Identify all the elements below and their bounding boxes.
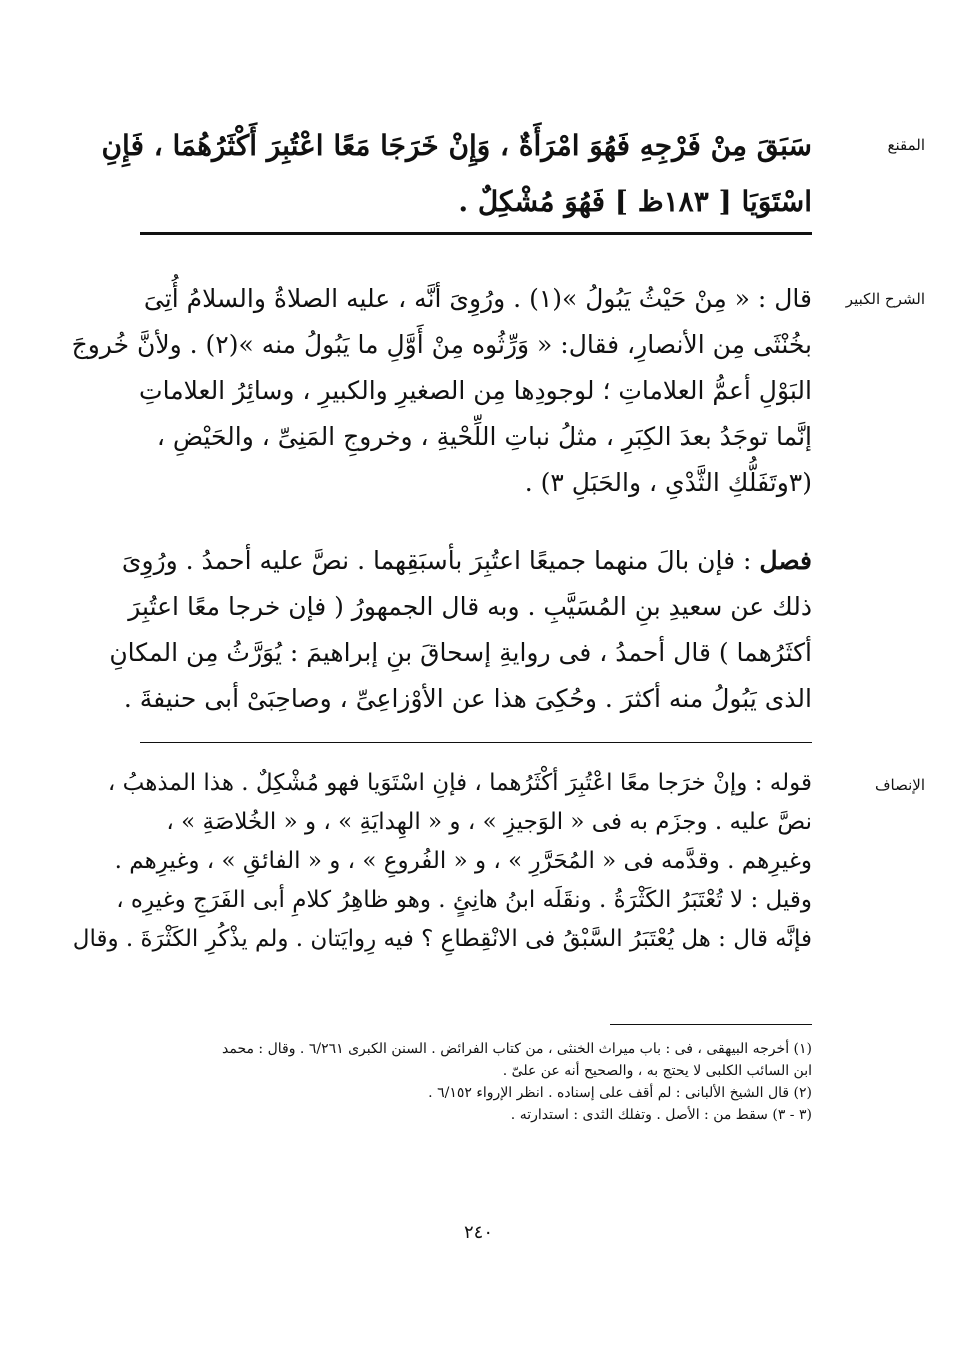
fasl-text [109, 538, 812, 722]
insaf-line-3: وغيرِهم . وقدَّمه فى « المُحَرَّرِ » ، و « الفُروعِ » ، و « الفائقِ » ، وغيرِهم . [114, 848, 812, 874]
sharh-label: الشرح الكبير [845, 290, 925, 308]
muqni-line-2: اسْتَوَيَا [ ١٨٣ظ ] فَهُوَ مُشْكِلٌ . [458, 185, 812, 218]
page-number: ٢٤٠ [463, 1222, 493, 1243]
fasl-line-1 [121, 538, 812, 584]
sharh-line-5: (٣وتَفَلُّكِ الثَّدْىِ ، والحَبَلِ ٣) . [524, 468, 812, 497]
insaf-line-4: وقيل : لا تُعْتَبَرُ الكَثْرَةُ . ونقَلَه ابنُ هانِئٍ . وهو ظاهِرُ كلامِ أبى الفَرَجِ وغيرِه ، [116, 887, 812, 913]
muqni-line-1: سَبَقَ مِنْ فَرْجِهِ فَهُوَ امْرَأَةٌ ، وَإِنْ خَرَجَا مَعًا اعْتُبِرَ أَكْثَرُهُمَا ، فَإِنِ [101, 129, 812, 162]
fasl-line-4: الذى يَبُولُ منه أكثرَ . وحُكِىَ هذا عن الأوْزاعِىِّ ، وصاحِبَىْ أبى حنيفةَ . [123, 684, 812, 713]
fasl-line-2: ذلك عن سعيدِ بنِ المُسَيَّبِ . وبه قال الجمهورُ ( فإن خرجا معًا اعتُبِرَ [128, 592, 812, 621]
insaf-label: الإنصاف [874, 776, 925, 794]
fasl-line-1-text: : فإن بالَ منهما جميعًا اعتُبِرَ بأسبَقِهما . نصَّ عليه أحمدُ . ورُوِىَ [121, 546, 752, 575]
insaf-line-2: نصَّ عليه . وجزَم به فى « الوَجيزِ » ، و « الهِدايَةِ » ، و « الخُلاصَةِ » ، [166, 809, 812, 835]
muqni-text [101, 118, 812, 230]
footnote-2: (٢) قال الشيخ الألبانى : لم أقف على إسناده . انظر الإرواء ٦/١٥٢ . [428, 1085, 812, 1101]
sharh-line-1: قال : « مِنْ حَيْثُ يَبُولُ »(١) . ورُوِىَ أنَّه ، عليه الصلاةُ والسلامُ أُتِىَ [143, 284, 812, 313]
sharh-line-4: إنَّما توجَدُ بعدَ الكِبَرِ ، مثلُ نباتِ اللِّحْيةِ ، وخروجِ المَنِىِّ ، والحَيْضِ ، [156, 422, 812, 451]
footnotes [140, 1038, 812, 1126]
footnote-3: (٣ - ٣) سقط من : الأصل . وتفلك الثدى : استدارته . [510, 1107, 812, 1123]
sharh-line-2: بخُنْثَى مِن الأنصارِ، فقال: « وَرِّثُوه مِنْ أَوَّلِ ما يَبُولُ منه »(٢) . ولأنَّ خُروجَ [71, 330, 812, 359]
sharh-text [71, 276, 812, 506]
insaf-line-1: قوله : وإنْ خرَجا معًا اعْتُبِرَ أكْثَرُهما ، فإنِ اسْتَوَيا فهو مُشْكِلٌ . هذا المذهبُ ، [107, 770, 812, 796]
footnote-1: (١) أخرجه البيهقى ، فى : باب ميراث الخنثى ، من كتاب الفرائض . السنن الكبرى ٦/٢٦١ . وقال : محمد [222, 1041, 812, 1057]
muqni-label: المقنع [887, 136, 925, 154]
sharh-line-3: البَوْلِ أعمُّ العلاماتِ ؛ لوجودِها مِن الصغيرِ والكبيرِ ، وسائِرُ العلاماتِ [139, 376, 812, 405]
section-divider-thick [140, 232, 812, 235]
fasl-heading: فصل [759, 546, 812, 575]
footnote-1-cont: ابن السائب الكلبى لا يحتج به ، والصحيح أنه عن علىّ . [502, 1063, 812, 1079]
insaf-text [72, 764, 812, 959]
section-divider-thin [140, 742, 812, 743]
footnote-divider [610, 1024, 812, 1025]
fasl-line-3: أكثَرُهما ) قال أحمدُ ، فى روايةِ إسحاقَ بنِ إبراهيمَ : يُوَرَّثُ مِن المكانِ [109, 638, 812, 667]
insaf-line-5: فإنَّه قال : هل يُعْتَبَرُ السَّبْقُ فى الانْقِطاعِ ؟ فيه رِوايَتان . ولم يذْكُرِ الكَثْرَةَ . وقال [72, 926, 812, 952]
